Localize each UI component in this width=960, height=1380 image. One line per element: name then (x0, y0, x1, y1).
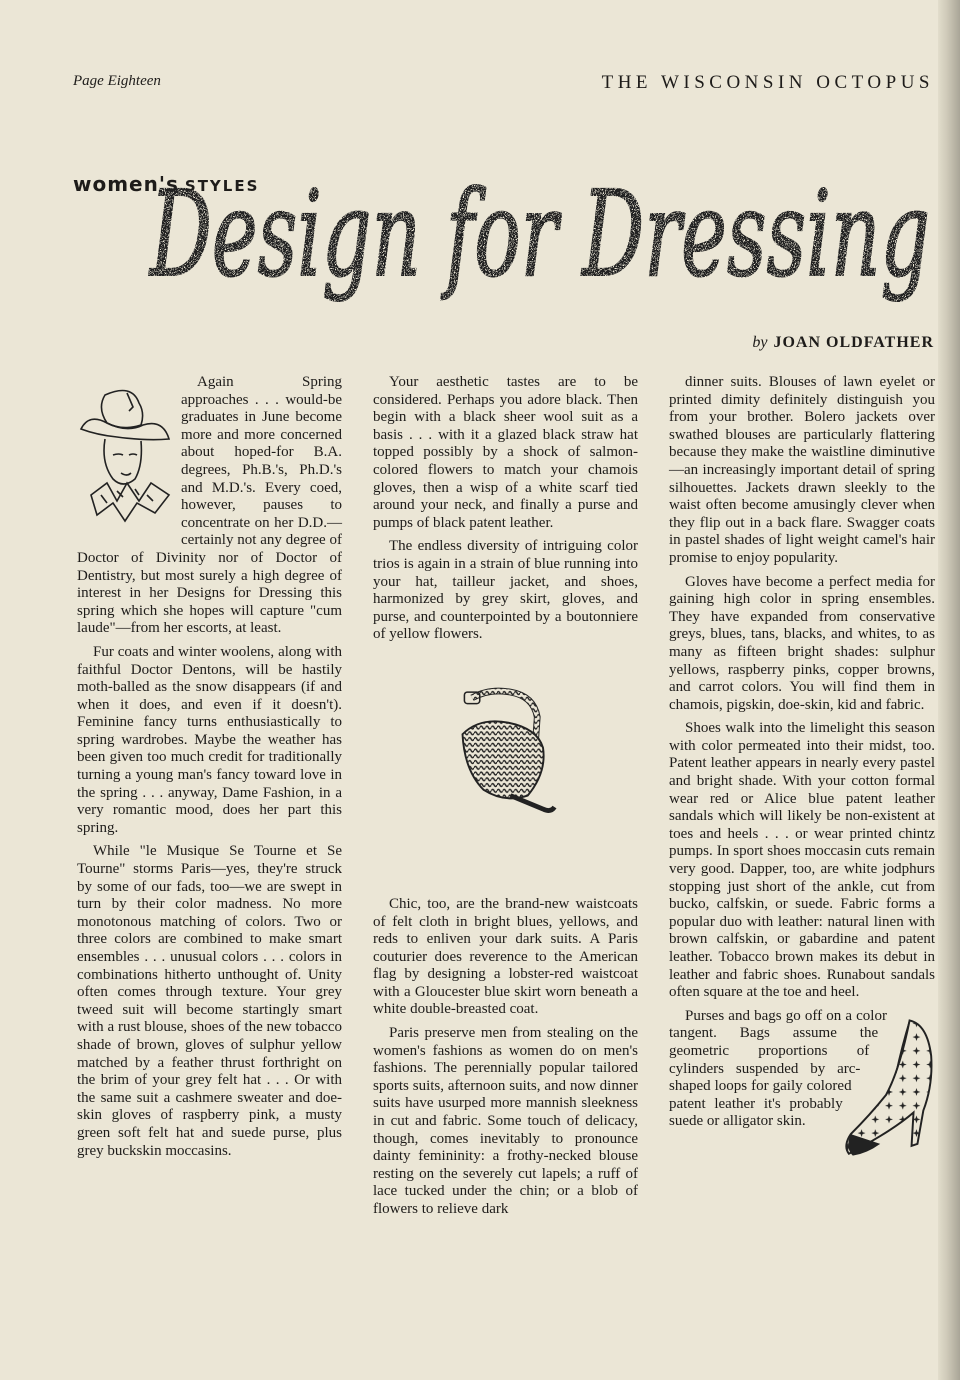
byline-author: JOAN OLDFATHER (773, 334, 934, 351)
article-column-3 (669, 374, 935, 1164)
col2-paragraph-1: Your aesthetic tastes are to be considered. Perhaps you adore black. Then begin with a black sheer wool suit as a basis . . . with it a glazed black straw hat topped possibly by a shock of salmon-colored flowers to match your chamois gloves, then a wisp of a white scarf tied around your neck, and finally a purse and pumps of black patent leather. (373, 374, 638, 531)
article-title (130, 135, 940, 335)
section-label-main: women's (73, 172, 179, 196)
col1-paragraph-3: While "le Musique Se Tourne et Se Tourne" storms Paris—yes, they're struck by some of our fads, too—we are swept in turn by their color madness. No more monotonous matching of colors. Two or three colors are combined to make smart ensembles . . . unusual colors . . . colors in combinations hitherto unthought of. Unity often comes through texture. Your grey tweed suit will become startingly smart with a rust blouse, shoes of the new tobacco shade of brown, gloves of sulphur yellow matched by a feather thrust forthright on the brim of your grey felt hat . . . Or with the same suit a cashmere sweater and doe-skin gloves of raspberry pink, a musty green soft felt hat and suede purse, plus grey buckskin moccasins. (77, 843, 342, 1159)
col3-paragraph-2: Gloves have become a perfect media for gaining high color in spring ensembles. They have expanded from conservative greys, blues, tans, blacks, and whites, to as many as fifteen bright shades: sulphur yellows, raspberry pinks, copper browns, and carrot colors. You will find them in chamois, pigskin, doe-skin, kid and fabric. (669, 573, 935, 713)
hat-illustration-icon (77, 382, 177, 544)
col2-paragraph-4: Paris preserve men from stealing on the women's fashions as women do on men's fashions. The perennially popular tailored sports suits, afternoon suits, and now dinner suits have usurped more mannish sleekness in cut and fabric. Some touch of delicacy, though, comes inevitably to pronounce dainty femininity: a frothy-necked blouse resting on the severely cut lapels; a ruff of lace tucked under the chin; or a blob of flowers to relieve dark (373, 1025, 638, 1217)
section-label-sub: STYLES (184, 177, 260, 195)
col1-paragraph-1: Again Spring approaches . . . would-be graduates in June become more and more concerned about hoped-for B.A. degrees, Ph.B.'s, Ph.D.'s and M.D.'s. Every coed, however, pauses to concentrate on her D.D.—certainly not any degree of Doctor of Divinity nor of Doctor of Dentistry, but most surely a high degree of interest in her Designs for Dressing this spring which she hopes will capture "cum laude"—from her escorts, at least. (77, 374, 342, 637)
col3-paragraph-1: dinner suits. Blouses of lawn eyelet or printed dimity definitely distinguish you from your brother. Bolero jackets over swathed blouses are particularly flattering because they make the waistline diminutive —an increasingly important detail of spring silhouettes. Jackets drawn sleekly to the waist often become amusingly clever when they flip out in a back flare. Swagger coats in pastel shades of light weight camel's hair promise to enjoy popularity. (669, 374, 935, 566)
article-title-text: Design for Dressing (148, 165, 930, 303)
article-column-1 (77, 374, 342, 1166)
col2-paragraph-3: Chic, too, are the brand-new waistcoats of felt cloth in bright blues, yellows, and reds to enliven your dark suits. A Paris couturier does reverence to the American flag by designing a lobster-red waistcoat with a Gloucester blue skirt worn beneath a white double-breasted coat. (373, 895, 638, 1018)
handbag-illustration-icon (451, 684, 566, 819)
magazine-title: THE WISCONSIN OCTOPUS (601, 72, 934, 93)
col3-paragraph-4: Purses and bags go off on a color tangent. Bags assume the geometric proportions of cylinders suspended by arc-shaped loops for gaily colored patent leather it's probably suede or alligator skin. (669, 1007, 887, 1130)
byline (752, 334, 934, 352)
col2-paragraph-2: The endless diversity of intriguing color trios is again in a strain of blue running into your hat, tailleur jacket, and shoes, harmonized by grey skirt, gloves, and purse, and counterpointed by a boutonniere of yellow flowers. (373, 538, 638, 643)
handbag-illustration-block (373, 684, 638, 884)
page-number: Page Eighteen (73, 73, 161, 89)
byline-by: by (752, 334, 768, 351)
page-binding-shadow (938, 0, 960, 1380)
col1-paragraph-2: Fur coats and winter woolens, along with faithful Doctor Dentons, will be hastily moth-balled as the snow disappears (if and when it does, and even if it doesn't). Feminine fancy turns enthusiastically to spring wardrobes. Maybe the weather has been given too much credit for traditionally turning a young man's fancy toward love in the spring . . . anyway, Dame Fashion, in a very romantic mood, does her part this spring. (77, 643, 342, 836)
article-column-2 (373, 374, 638, 1225)
col3-paragraph-3: Shoes walk into the limelight this season with color permeated into their midst, too. Patent leather appears in nearly every pastel and bright shade. With your cotton formal wear red or Alice blue patent leather sandals which will likely be non-existent at toes and heels . . . or wear printed chintz pumps. In sport shoes moccasin cuts remain very good. Dapper, too, are white jodphurs stopping just short of the ankle, cut from bucko, calfskin, or suede. Fabric forms a popular duo with leather: natural linen with brown calfskin, or gabardine and patent leather. Tobacco brown makes its debut in leather and fabric shoes. Runabout sandals often square at the toe and heel. (669, 720, 935, 1001)
